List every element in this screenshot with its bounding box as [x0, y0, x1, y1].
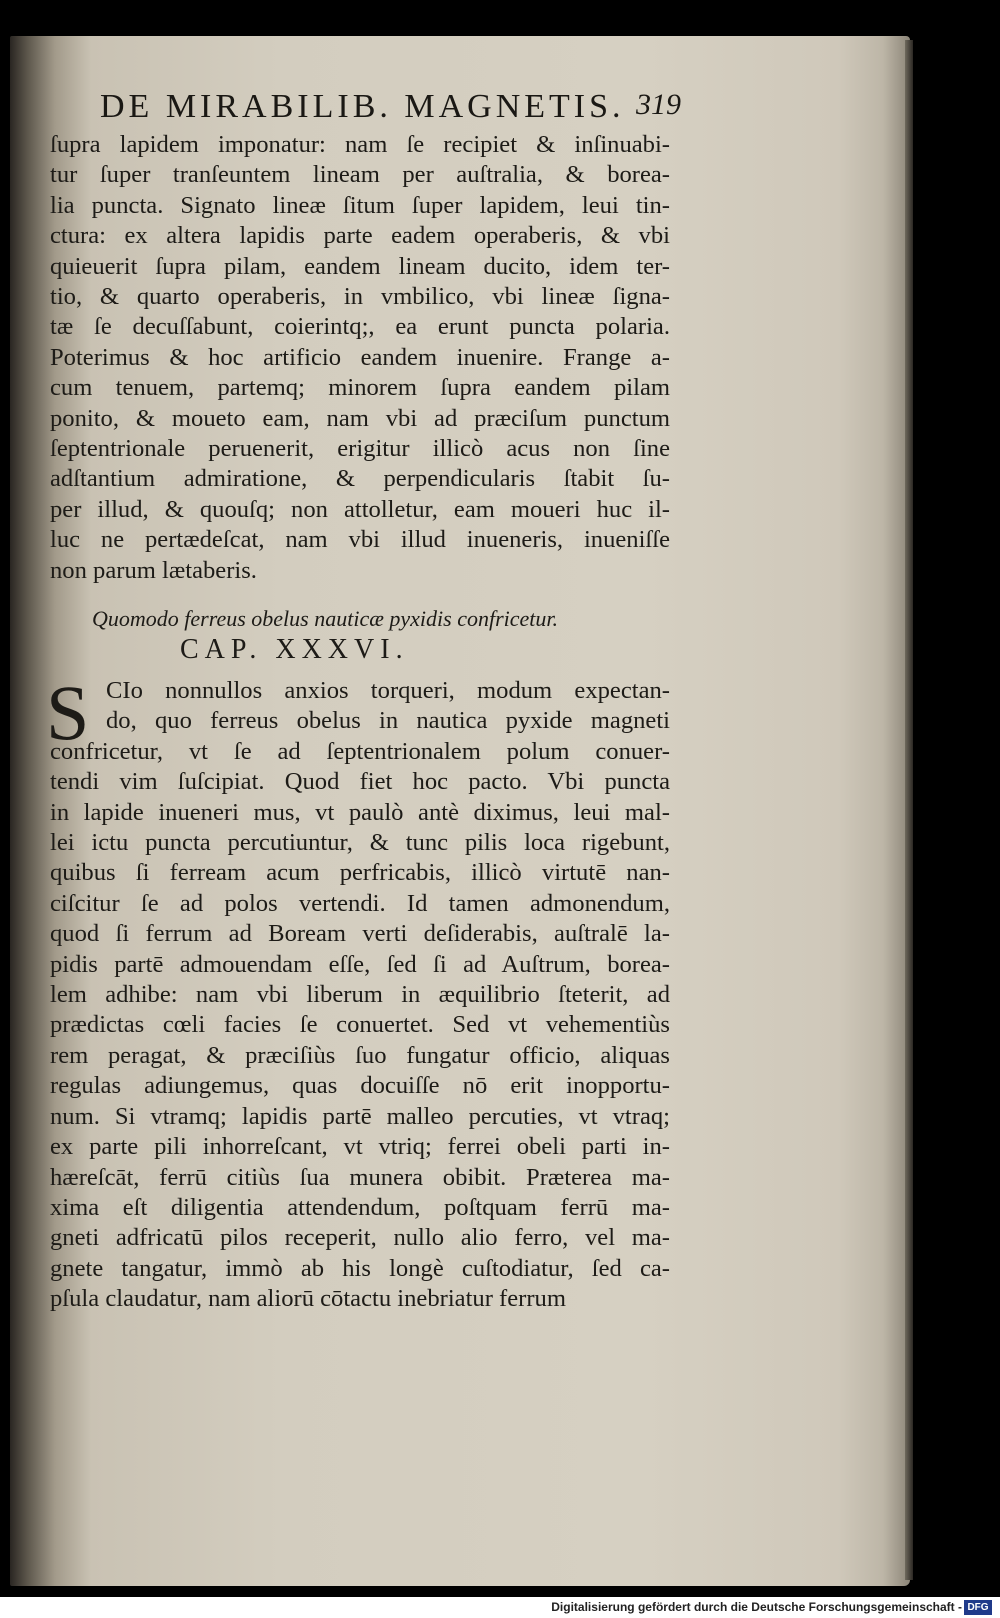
- section-title: Quomodo ferreus obelus nauticæ pyxidis confricetur.: [92, 606, 559, 631]
- text-line: quieuerit ſupra pilam, eandem lineam ducito, idem ter-: [50, 252, 670, 280]
- text-line: num. Si vtramq; lapidis partē malleo percuties, vt vtraq;: [50, 1102, 670, 1130]
- text-block-2: [50, 676, 670, 1315]
- text-line: tæ ſe decuſſabunt, coierintq;, ea erunt puncta polaria.: [50, 313, 670, 341]
- digitization-credit: Digitalisierung gefördert durch die Deutsche Forschungsgemeinschaft -: [551, 1600, 962, 1614]
- text-line: adſtantium admiratione, & perpendicularis ſtabit ſu-: [50, 465, 670, 493]
- text-line: lei ictu puncta percutiuntur, & tunc pilis loca rigebunt,: [50, 829, 670, 857]
- text-line: gnete tangatur, immò ab his longè cuſtodiatur, ſed ca-: [50, 1254, 670, 1282]
- text-line: ponito, & moueto eam, nam vbi ad præciſum punctum: [50, 404, 670, 432]
- chapter-heading: CAP. XXXVI.: [180, 634, 409, 665]
- text-line: tio, & quarto operaberis, in vmbilico, vbi lineæ ſigna-: [50, 283, 670, 311]
- text-line: xima eſt diligentia attendendum, poſtquam ferrū ma-: [50, 1193, 670, 1221]
- text-line: per illud, & quouſq; non attolletur, eam moueri huc il-: [50, 495, 670, 523]
- text-line: CIo nonnullos anxios torqueri, modum expectan-: [106, 677, 670, 704]
- text-line: gneti adfricatū pilos receperit, nullo alio ferro, vel ma-: [50, 1224, 670, 1252]
- text-line: quod ſi ferrum ad Boream verti deſiderabis, auſtralē la-: [50, 920, 670, 948]
- text-line: non parum lætaberis.: [50, 556, 257, 584]
- text-line: lem adhibe: nam vbi liberum in æquilibrio ſteterit, ad: [50, 981, 670, 1009]
- text-line: pſula claudatur, nam aliorū cōtactu inebriatur ferrum: [50, 1285, 566, 1313]
- text-line: ctura: ex altera lapidis parte eadem operaberis, & vbi: [50, 222, 670, 250]
- page-number: 319: [636, 88, 681, 121]
- text-line: tendi vim ſuſcipiat. Quod fiet hoc pacto. Vbi puncta: [50, 768, 670, 796]
- text-line: hæreſcāt, ferrū citiùs ſua munera obibit. Præterea ma-: [50, 1163, 670, 1191]
- text-line: regulas adiungemus, quas docuiſſe nō erit inopportu-: [50, 1072, 670, 1100]
- text-line: confricetur, vt ſe ad ſeptentrionalem polum conuer-: [50, 737, 670, 765]
- text-line: in lapide inueneri mus, vt paulò antè diximus, leui mal-: [50, 798, 670, 826]
- text-line: ciſcitur ſe ad polos vertendi. Id tamen admonendum,: [50, 889, 670, 917]
- text-line: lia puncta. Signato lineæ ſitum ſuper lapidem, leui tin-: [50, 191, 670, 219]
- text-line: ſupra lapidem imponatur: nam ſe recipiet & inſinuabi-: [50, 131, 670, 158]
- text-line: cum tenuem, partemq; minorem ſupra eandem pilam: [50, 374, 670, 402]
- text-line: prædictas cœli facies ſe conuertet. Sed vt vehementiùs: [50, 1011, 670, 1039]
- text-block-1: [50, 130, 670, 586]
- text-line: ſeptentrionale peruenerit, erigitur illicò acus non ſine: [50, 435, 670, 463]
- text-line: do, quo ferreus obelus in nautica pyxide magneti: [106, 707, 670, 735]
- text-line: pidis partē admouendam eſſe, ſed ſi ad Auſtrum, borea-: [50, 950, 670, 978]
- text-line: rem peragat, & præciſiùs ſuo fungatur officio, aliquas: [50, 1041, 670, 1069]
- drop-cap: S: [46, 669, 90, 756]
- text-line: Poterimus & hoc artificio eandem inuenire. Frange a-: [50, 343, 670, 371]
- dfg-logo: DFG: [964, 1600, 992, 1615]
- text-line: ex parte pili inhorreſcant, vt vtriq; ferrei obeli parti in-: [50, 1133, 670, 1161]
- text-line: luc ne pertædeſcat, nam vbi illud inueneris, inueniſſe: [50, 526, 670, 554]
- text-line: quibus ſi ferream acum perfricabis, illicò virtutē nan-: [50, 859, 670, 887]
- page-edge: [905, 40, 913, 1580]
- text-line: tur ſuper tranſeuntem lineam per auſtralia, & borea-: [50, 161, 670, 189]
- running-title: DE MIRABILIB. MAGNETIS.: [100, 88, 625, 125]
